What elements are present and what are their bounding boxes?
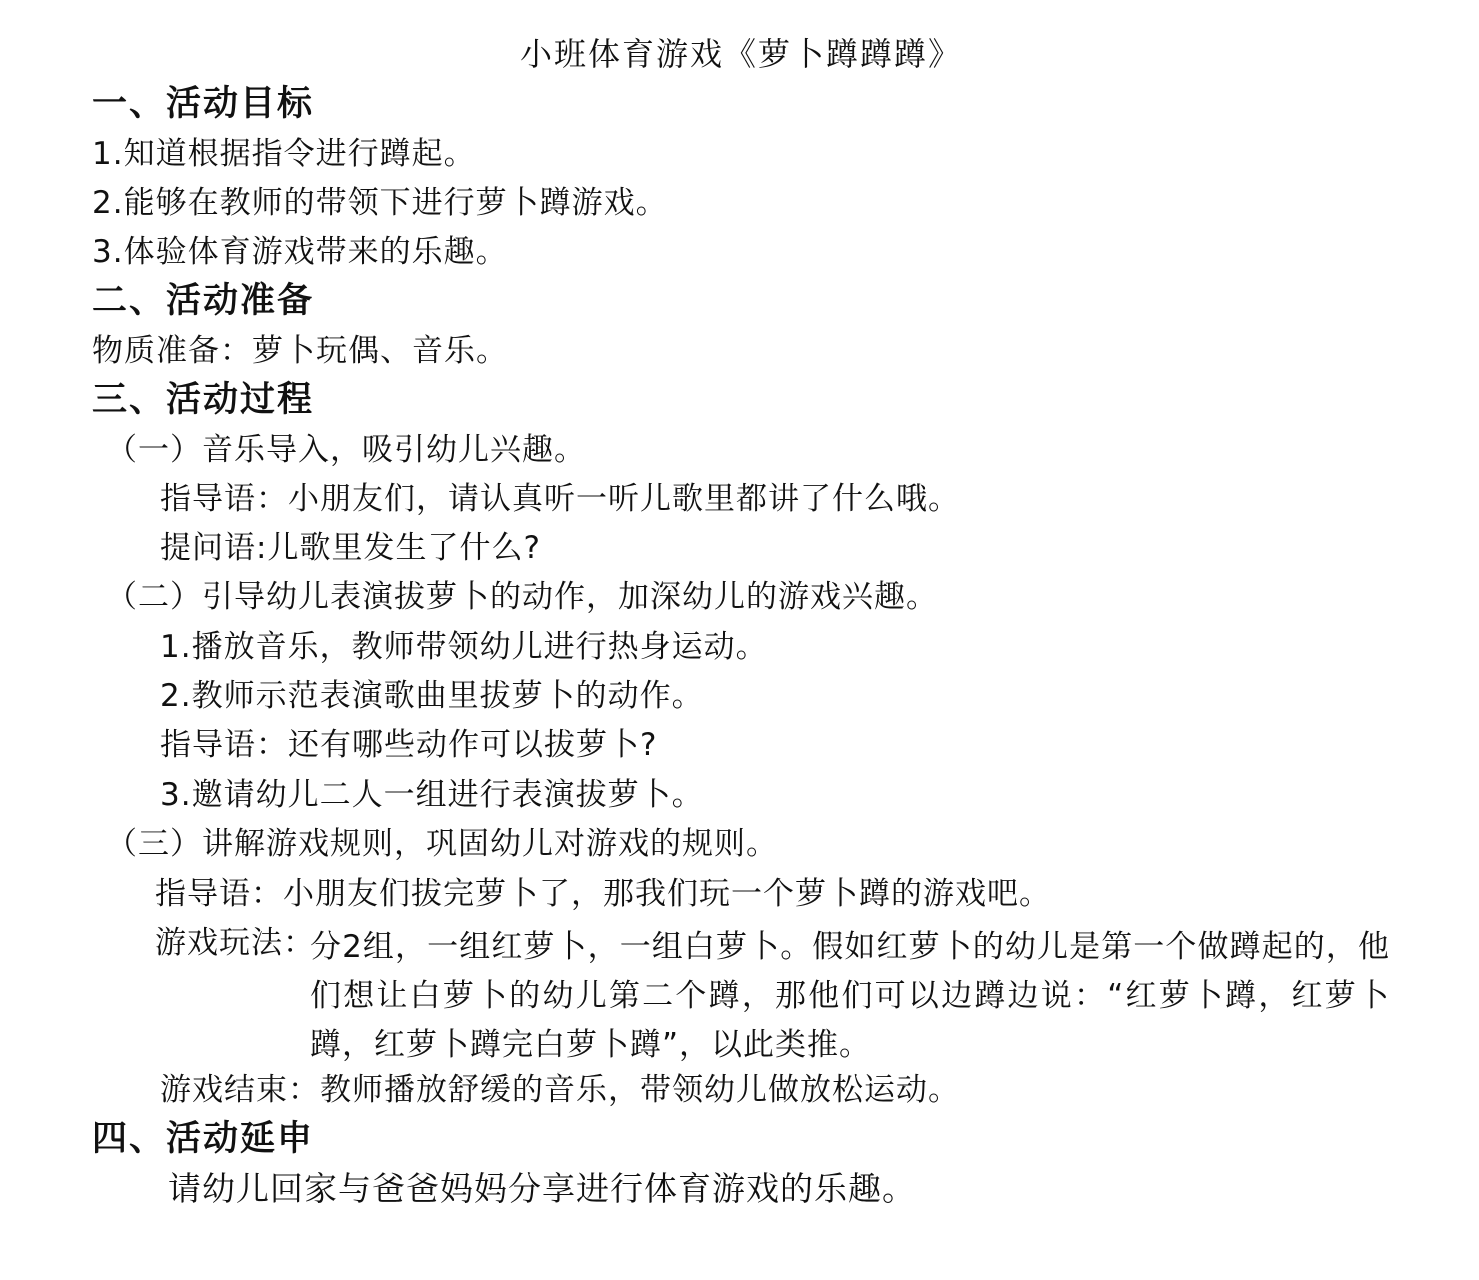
document-title: 小班体育游戏《萝卜蹲蹲蹲》 <box>520 35 963 73</box>
game-end-text: 游戏结束：教师播放舒缓的音乐，带领幼儿做放松运动。 <box>160 1072 960 1108</box>
process-part1-question: 提问语:儿歌里发生了什么? <box>160 530 541 566</box>
section-heading-goals: 一、活动目标 <box>92 84 315 124</box>
game-rules-text: 分2组，一组红萝卜，一组白萝卜。假如红萝卜的幼儿是第一个做蹲起的，他们想让白萝卜的幼儿第二个蹲，那他们可以边蹲边说：“红萝卜蹲，红萝卜蹲，红萝卜蹲完白萝卜蹲”，以此类推。 <box>310 929 1390 1063</box>
process-part1-guide: 指导语：小朋友们，请认真听一听儿歌里都讲了什么哦。 <box>160 481 960 517</box>
game-rules-label: 游戏玩法： <box>155 925 315 961</box>
extension-text: 请幼儿回家与爸爸妈妈分享进行体育游戏的乐趣。 <box>168 1169 916 1208</box>
goal-item: 3.体验体育游戏带来的乐趣。 <box>92 234 508 270</box>
goal-item: 1.知道根据指令进行蹲起。 <box>92 136 476 172</box>
process-part2-step: 1.播放音乐，教师带领幼儿进行热身运动。 <box>160 629 768 665</box>
process-part2-step: 3.邀请幼儿二人一组进行表演拔萝卜。 <box>160 777 704 813</box>
section-heading-extension: 四、活动延申 <box>92 1119 315 1159</box>
preparation-text: 物质准备：萝卜玩偶、音乐。 <box>92 333 508 369</box>
section-heading-preparation: 二、活动准备 <box>92 281 315 321</box>
process-part3-heading: （三）讲解游戏规则，巩固幼儿对游戏的规则。 <box>106 826 778 862</box>
process-part3-guide: 指导语：小朋友们拔完萝卜了，那我们玩一个萝卜蹲的游戏吧。 <box>155 876 1051 912</box>
goal-item: 2.能够在教师的带领下进行萝卜蹲游戏。 <box>92 185 668 221</box>
section-heading-process: 三、活动过程 <box>92 380 315 420</box>
process-part1-heading: （一）音乐导入，吸引幼儿兴趣。 <box>106 432 586 468</box>
process-part2-heading: （二）引导幼儿表演拔萝卜的动作，加深幼儿的游戏兴趣。 <box>106 579 938 615</box>
process-part2-step: 2.教师示范表演歌曲里拔萝卜的动作。 <box>160 678 704 714</box>
process-part2-guide: 指导语：还有哪些动作可以拔萝卜? <box>160 727 658 763</box>
